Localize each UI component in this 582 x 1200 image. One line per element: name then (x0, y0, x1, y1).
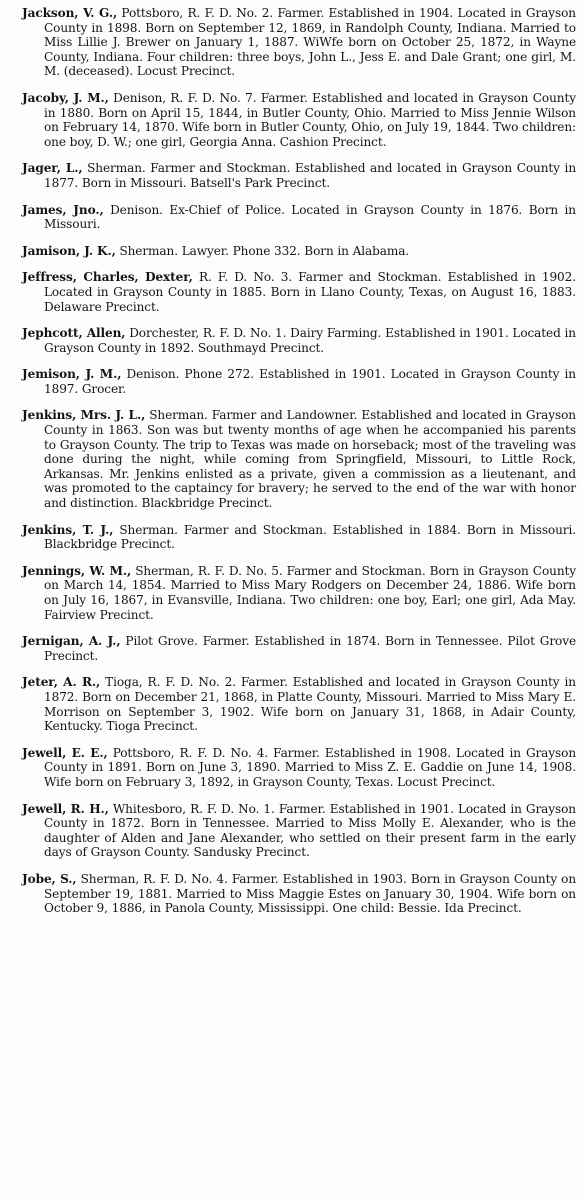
entry-name: Jeffress, Charles, Dexter, (22, 270, 193, 285)
directory-entry (22, 523, 576, 552)
entry-text: Pilot Grove. Farmer. Established in 1874. Born in Tennessee. Pilot Grove Precinct. (44, 634, 577, 663)
directory-entry (22, 564, 576, 622)
entry-name: Jenkins, T. J., (22, 522, 114, 537)
entry-name: James, Jno., (22, 202, 104, 217)
directory-entry (22, 802, 576, 860)
entry-name: Jewell, R. H., (22, 801, 109, 816)
entry-name: Jewell, E. E., (22, 745, 108, 760)
entry-name: Jenkins, Mrs. J. L., (22, 408, 146, 423)
entry-text: Denison. Ex-Chief of Police. Located in Grayson County in 1876. Born in Missouri. (44, 202, 576, 232)
directory-entry (22, 872, 576, 916)
entry-text: Denison, R. F. D. No. 7. Farmer. Established and located in Grayson County in 1880. Born on April 15, 1844, in Butler County, Ohio. Married to Miss Jennie Wilson on February 14, 1870. Wife born in Butler County, Ohio, on July 19, 1844. Two children: one boy, D. W.; one girl, Georgia Anna. Cashion Precinct. (44, 90, 576, 149)
entry-name: Jennings, W. M., (22, 563, 132, 578)
directory-entry (22, 161, 576, 190)
entry-text: Sherman. Farmer and Stockman. Established in 1884. Born in Missouri. Blackbridge Precinct. (44, 522, 576, 552)
directory-entry (22, 326, 576, 355)
directory-entry (22, 6, 576, 79)
directory-entry (22, 91, 576, 149)
directory-entry (22, 746, 576, 790)
entry-name: Jobe, S., (22, 871, 77, 886)
directory-entry (22, 408, 576, 510)
entry-name: Jernigan, A. J., (22, 634, 121, 649)
entry-name: Jager, L., (22, 161, 83, 176)
entry-name: Jeter, A. R., (22, 675, 101, 690)
entry-text: Sherman. Lawyer. Phone 332. Born in Alabama. (119, 243, 410, 258)
entry-text: Tioga, R. F. D. No. 2. Farmer. Established and located in Grayson County in 1872. Born on December 21, 1868, in Platte County, Missouri. Married to Miss Mary E. Morrison on September 3, 1902. Wife born on January 31, 1868, in Adair County, Kentucky. Tioga Precinct. (44, 675, 576, 734)
directory-entry (22, 634, 576, 663)
entry-text: Sherman, R. F. D. No. 4. Farmer. Established in 1903. Born in Grayson County on September 19, 1881. Married to Miss Maggie Estes on January 30, 1904. Wife born on October 9, 1886, in Panola County, Mississippi. One child: Bessie. Ida Precinct. (44, 871, 577, 916)
directory-entry (22, 244, 576, 259)
directory-entry (22, 270, 576, 314)
entry-name: Jacoby, J. M., (22, 90, 109, 105)
entry-text: R. F. D. No. 3. Farmer and Stockman. Established in 1902. Located in Grayson County in 1885. Born in Llano County, Texas, on August 16, 1883. Delaware Precinct. (44, 270, 576, 314)
entry-text: Dorchester, R. F. D. No. 1. Dairy Farming. Established in 1901. Located in Grayson County in 1892. Southmayd Precinct. (44, 326, 576, 355)
entry-text: Denison. Phone 272. Established in 1901. Located in Grayson County in 1897. Grocer. (44, 367, 576, 396)
directory-entry (22, 367, 576, 396)
entry-name: Jemison, J. M., (22, 367, 122, 382)
entry-text: Sherman. Farmer and Landowner. Established and located in Grayson County in 1863. Son was but twenty months of age when he accompanied his parents to Grayson County. The trip to Texas was made on horseback; most of the traveling was done during the night, while coming from Springfield, Missouri, to Little Rock, Arkansas. Mr. Jenkins enlisted as a private, given a commission as a lieutenant, and was promoted to the captaincy for bravery; he served to the end of the war with honor and distinction. Blackbridge Precinct. (44, 408, 576, 511)
entry-text: Pottsboro, R. F. D. No. 4. Farmer. Established in 1908. Located in Grayson County in 1891. Born on June 3, 1890. Married to Miss Z. E. Gaddie on June 14, 1908. Wife born on February 3, 1892, in Grayson County, Texas. Locust Precinct. (44, 745, 577, 789)
entry-text: Whitesboro, R. F. D. No. 1. Farmer. Established in 1901. Located in Grayson County in 1872. Born in Tennessee. Married to Miss Molly E. Alexander, who is the daughter of Alden and Jane Alexander, who settled on their present farm in the early days of Grayson County. Sandusky Precinct. (44, 801, 576, 860)
entry-text: Sherman, R. F. D. No. 5. Farmer and Stockman. Born in Grayson County on March 14, 1854. Married to Miss Mary Rodgers on December 24, 1886. Wife born on July 16, 1867, in Evansville, Indiana. Two children: one boy, Earl; one girl, Ada May. Fairview Precinct. (44, 563, 576, 622)
directory-entry (22, 675, 576, 733)
directory-entry (22, 203, 576, 232)
entry-name: Jephcott, Allen, (22, 326, 126, 341)
entry-name: Jackson, V. G., (22, 6, 118, 20)
entry-text: Sherman. Farmer and Stockman. Established and located in Grayson County in 1877. Born in Missouri. Batsell's Park Precinct. (44, 161, 577, 190)
entry-text: Pottsboro, R. F. D. No. 2. Farmer. Established in 1904. Located in Grayson County in 1898. Born on September 12, 1869, in Randolph County, Indiana. Married to Miss Lillie J. Brewer on January 1, 1887. WiWfe born on October 25, 1872, in Wayne County, Indiana. Four children: three boys, John L., Jess E. and Dale Grant; one girl, M. M. (deceased). Locust Precinct. (44, 6, 576, 79)
entry-name: Jamison, J. K., (22, 243, 116, 258)
